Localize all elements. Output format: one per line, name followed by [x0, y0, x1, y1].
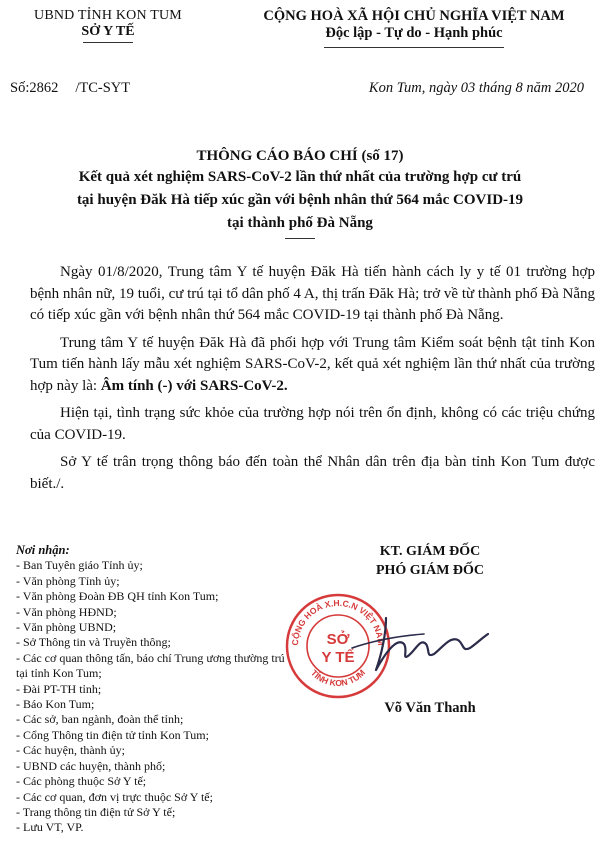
recipient-item: - Cổng Thông tin điện tử tỉnh Kon Tum;: [16, 727, 209, 742]
recipient-item: - Văn phòng Đoàn ĐB QH tỉnh Kon Tum;: [16, 589, 219, 604]
signatory-title-line-1: KT. GIÁM ĐỐC: [379, 544, 481, 559]
recipient-item: - Đài PT-TH tỉnh;: [16, 681, 102, 696]
title-subject-line-1: Kết quả xét nghiệm SARS-CoV-2 lần thứ nhất của trường hợp cư trú: [78, 169, 522, 185]
recipient-item: - Văn phòng Tỉnh ủy;: [16, 573, 120, 588]
stamp-center-line-2: Y TẾ: [321, 649, 355, 666]
recipient-item: - Sở Thông tin và Truyền thông;: [16, 635, 171, 650]
stamp-center-line-1: SỞ: [326, 631, 350, 648]
motto-underline: [324, 47, 504, 48]
place-and-date: Kon Tum, ngày 03 tháng 8 năm 2020: [368, 80, 584, 96]
national-motto: Độc lập - Tự do - Hạnh phúc: [325, 25, 503, 41]
body-paragraph-2: [30, 333, 595, 398]
recipients-list: [16, 543, 296, 836]
body-paragraph-4: Sở Y tế trân trọng thông báo đến toàn thể Nhân dân trên địa bàn tỉnh Kon Tum được biết./.: [30, 454, 595, 492]
recipient-item: - Lưu VT, VP.: [16, 820, 84, 835]
recipient-item: - Trang thông tin điện tử Sở Y tế;: [16, 804, 176, 819]
document-number-suffix: /TC-SYT: [75, 80, 131, 96]
recipient-item: - Văn phòng HĐND;: [16, 604, 117, 619]
signatory-title: [350, 542, 510, 580]
issuing-agency-block: [8, 8, 208, 43]
document-number-label: Số:: [10, 80, 30, 96]
agency-underline: [83, 42, 133, 43]
province-name: UBND TỈNH KON TUM: [34, 8, 182, 23]
document-body: [30, 262, 595, 501]
recipients-heading: Nơi nhận:: [16, 543, 70, 557]
recipient-item: - Văn phòng UBND;: [16, 620, 117, 635]
department-name: SỞ Y TẾ: [81, 24, 135, 39]
title-subject-line-2: tại huyện Đăk Hà tiếp xúc gần với bệnh nhân thứ 564 mắc COVID-19: [76, 192, 524, 208]
document-number: [10, 80, 130, 97]
recipient-item: - Các sở, ban ngành, đoàn thể tỉnh;: [16, 712, 184, 727]
recipient-item: - Các phòng thuộc Sở Y tế;: [16, 774, 147, 789]
body-paragraph-2-text: Trung tâm Y tế huyện Đăk Hà đã phối hợp với Trung tâm Kiểm soát bệnh tật tỉnh Kon Tum tiến hành lấy mẫu xét nghiệm SARS-CoV-2, kết quả xét nghiệm lần thứ nhất của trường hợp này là:: [30, 334, 595, 394]
document-number-value: 2862: [29, 80, 59, 96]
handwritten-signature: [346, 608, 496, 678]
national-motto-block: [228, 8, 600, 48]
title-subject-line-3: tại thành phố Đà Nẵng: [227, 215, 373, 231]
body-paragraph-1: Ngày 01/8/2020, Trung tâm Y tế huyện Đăk Hà tiến hành cách ly y tế 01 trường hợp bệnh nhân nữ, 19 tuổi, cư trú tại tổ dân phố 4 A, thị trấn Đăk Hà; trở về từ thành phố Đà Nẵng có tiếp xúc gần với bệnh nhân thứ 564 mắc COVID-19 tại thành phố Đà Nẵng.: [30, 264, 595, 323]
body-paragraph-3: Hiện tại, tình trạng sức khỏe của trường hợp nói trên ổn định, không có các triệu chứng của COVID-19.: [30, 405, 595, 443]
recipient-item: - Các cơ quan, đơn vị trực thuộc Sở Y tế;: [16, 789, 213, 804]
recipient-item: - Ban Tuyên giáo Tỉnh ủy;: [16, 558, 143, 573]
title-underline: [285, 238, 315, 239]
recipients-items: [16, 558, 296, 835]
stamp-ring-top-text: CỘNG HOÀ X.H.C.N VIỆT NAM: [289, 597, 387, 646]
document-title: [10, 148, 590, 239]
test-result: Âm tính (-) với SARS-CoV-2.: [100, 377, 288, 394]
recipient-item: - Các huyện, thành ủy;: [16, 743, 125, 758]
stamp-ring-bottom-text: TỈNH KON TUM: [308, 667, 368, 689]
recipient-item: - Các cơ quan thông tấn, báo chí Trung ương thường trú tại tỉnh Kon Tum;: [16, 650, 285, 681]
recipient-item: - Báo Kon Tum;: [16, 697, 95, 712]
signatory-name: Võ Văn Thanh: [384, 700, 476, 716]
country-name: CỘNG HOÀ XÃ HỘI CHỦ NGHĨA VIỆT NAM: [263, 8, 565, 24]
signatory-title-line-2: PHÓ GIÁM ĐỐC: [375, 563, 485, 578]
title-heading: THÔNG CÁO BÁO CHÍ (số 17): [196, 148, 404, 164]
recipient-item: - UBND các huyện, thành phố;: [16, 758, 166, 773]
